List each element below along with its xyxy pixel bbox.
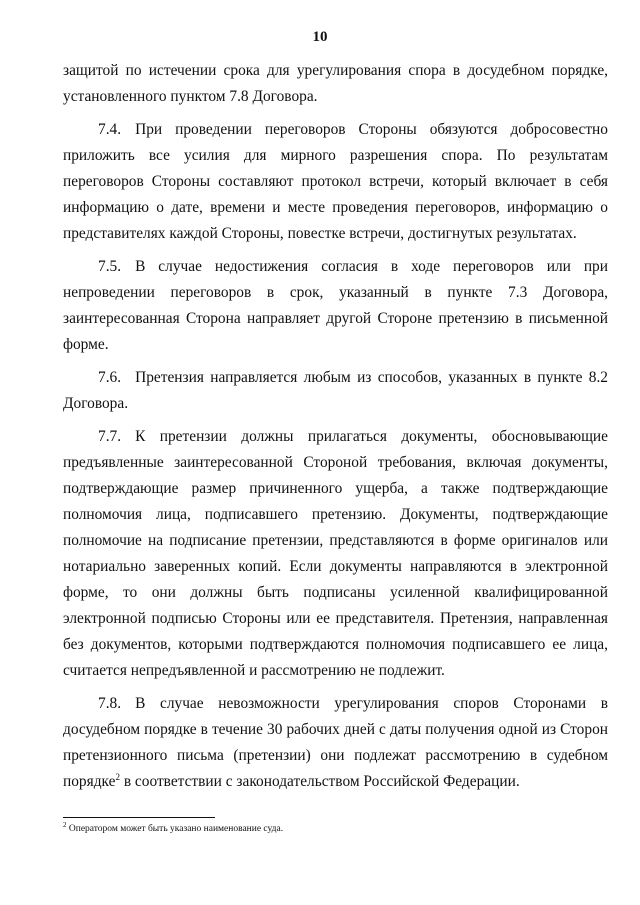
clause-7-5 [63,254,608,358]
clause-text: К претензии должны прилагаться документы, обосновывающие предъявленные заинтересованной Стороной требования, включая документы, подтверждающие размер причиненного ущерба, а также подтверждающие полномочия лица, подписавшего претензию. Документы, подтверждающие полномочие на подписание претензии, представляются в форме оригиналов или нотариально заверенных копий. Если документы направляются в электронной форме, то они должны быть подписаны усиленной квалифицированной электронной подписью Стороны или ее представителя. Претензия, направленная без документов, которыми подтверждаются полномочия подписавшего ее лица, считается непредъявленной и рассмотрению не подлежит. [63,428,608,679]
footnote-marker: 2 [63,820,67,829]
paragraph-text: защитой по истечении срока для урегулирования спора в досудебном порядке, установленного пунктом 7.8 Договора. [63,62,608,105]
document-body [63,58,608,802]
clause-7-6 [63,365,608,417]
clause-7-8 [63,691,608,795]
clause-number: 7.4. [98,121,122,138]
footnote-separator [63,817,215,818]
clause-7-7 [63,424,608,684]
clause-text: При проведении переговоров Стороны обязуются добросовестно приложить все усилия для мирного разрешения спора. По результатам переговоров Стороны составляют протокол встречи, который включает в себя информацию о дате, времени и месте проведения переговоров, информацию о представителях каждой Стороны, повестке встречи, достигнутых результатах. [63,121,608,242]
clause-number: 7.6. [98,369,122,386]
clause-text-after: в соответствии с законодательством Российской Федерации. [119,773,520,790]
footnote [63,820,608,835]
page-number: 10 [312,29,328,45]
clause-number: 7.5. [98,258,122,275]
clause-7-4 [63,117,608,247]
clause-text-before: В случае невозможности урегулирования споров Сторонами в досудебном порядке в течение 30 рабочих дней с даты получения одной из Сторон претензионного письма (претензии) они подлежат рассмотрению в судебном порядке [63,695,608,790]
clause-text: Претензия направляется любым из способов, указанных в пункте 8.2 Договора. [63,369,608,412]
clause-number: 7.8. [98,695,122,712]
paragraph-continuation [63,58,608,110]
footnote-text: Оператором может быть указано наименование суда. [66,824,284,834]
clause-text: В случае недостижения согласия в ходе переговоров или при непроведении переговоров в срок, указанный в пункте 7.3 Договора, заинтересованная Сторона направляет другой Стороне претензию в письменной форме. [63,258,608,353]
clause-number: 7.7. [98,428,122,445]
footnote-reference: 2 [115,771,120,782]
